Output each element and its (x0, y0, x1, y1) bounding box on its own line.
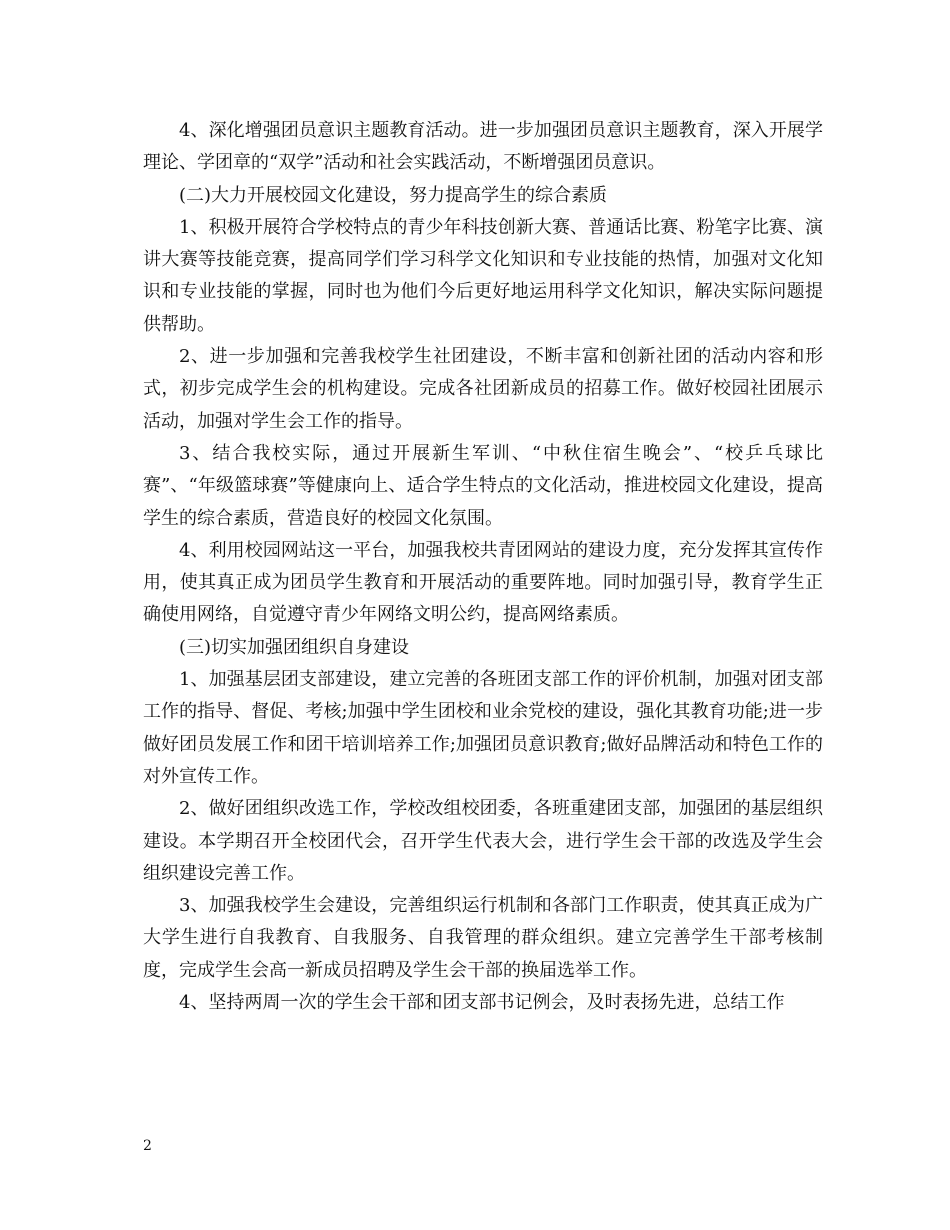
paragraph-2-4: 4、利用校园网站这一平台，加强我校共青团网站的建设力度，充分发挥其宣传作用，使其真正成为团员学生教育和开展活动的重要阵地。同时加强引导，教育学生正确使用网络，自觉遵守青少年网络文明公约，提高网络素质。 (143, 539, 823, 626)
paragraph-1: 4、深化增强团员意识主题教育活动。进一步加强团员意识主题教育，深入开展学理论、学团章的“双学”活动和社会实践活动，不断增强团员意识。 (143, 120, 823, 174)
document-body (143, 115, 823, 1019)
section-heading-2: (二)大力开展校园文化建设，努力提高学生的综合素质 (179, 184, 608, 206)
page-number: 2 (143, 1138, 152, 1154)
paragraph-2-3: 3、结合我校实际，通过开展新生军训、“中秋住宿生晚会”、“校乒乓球比赛”、“年级篮球赛”等健康向上、适合学生特点的文化活动，推进校园文化建设，提高学生的综合素质，营造良好的校园文化氛围。 (143, 442, 823, 529)
paragraph-3-4: 4、坚持两周一次的学生会干部和团支部书记例会，及时表扬先进，总结工作 (179, 992, 785, 1014)
section-heading-3: (三)切实加强团组织自身建设 (179, 636, 410, 658)
paragraph-3-3: 3、加强我校学生会建设，完善组织运行机制和各部门工作职责，使其真正成为广大学生进行自我教育、自我服务、自我管理的群众组织。建立完善学生干部考核制度，完成学生会高一新成员招聘及学生会干部的换届选举工作。 (143, 895, 823, 981)
paragraph-2-2: 2、进一步加强和完善我校学生社团建设，不断丰富和创新社团的活动内容和形式，初步完成学生会的机构建设。完成各社团新成员的招募工作。做好校园社团展示活动，加强对学生会工作的指导。 (143, 346, 823, 432)
paragraph-3-2: 2、做好团组织改选工作，学校改组校团委，各班重建团支部，加强团的基层组织建设。本学期召开全校团代会，召开学生代表大会，进行学生会干部的改选及学生会组织建设完善工作。 (143, 798, 823, 884)
paragraph-3-1: 1、加强基层团支部建设，建立完善的各班团支部工作的评价机制，加强对团支部工作的指导、督促、考核;加强中学生团校和业余党校的建设，强化其教育功能;进一步做好团员发展工作和团干培训培养工作;加强团员意识教育;做好品牌活动和特色工作的对外宣传工作。 (143, 669, 823, 787)
paragraph-2-1: 1、积极开展符合学校特点的青少年科技创新大赛、普通话比赛、粉笔字比赛、演讲大赛等技能竞赛，提高同学们学习科学文化知识和专业技能的热情，加强对文化知识和专业技能的掌握，同时也为他们今后更好地运用科学文化知识，解决实际问题提供帮助。 (143, 216, 823, 335)
